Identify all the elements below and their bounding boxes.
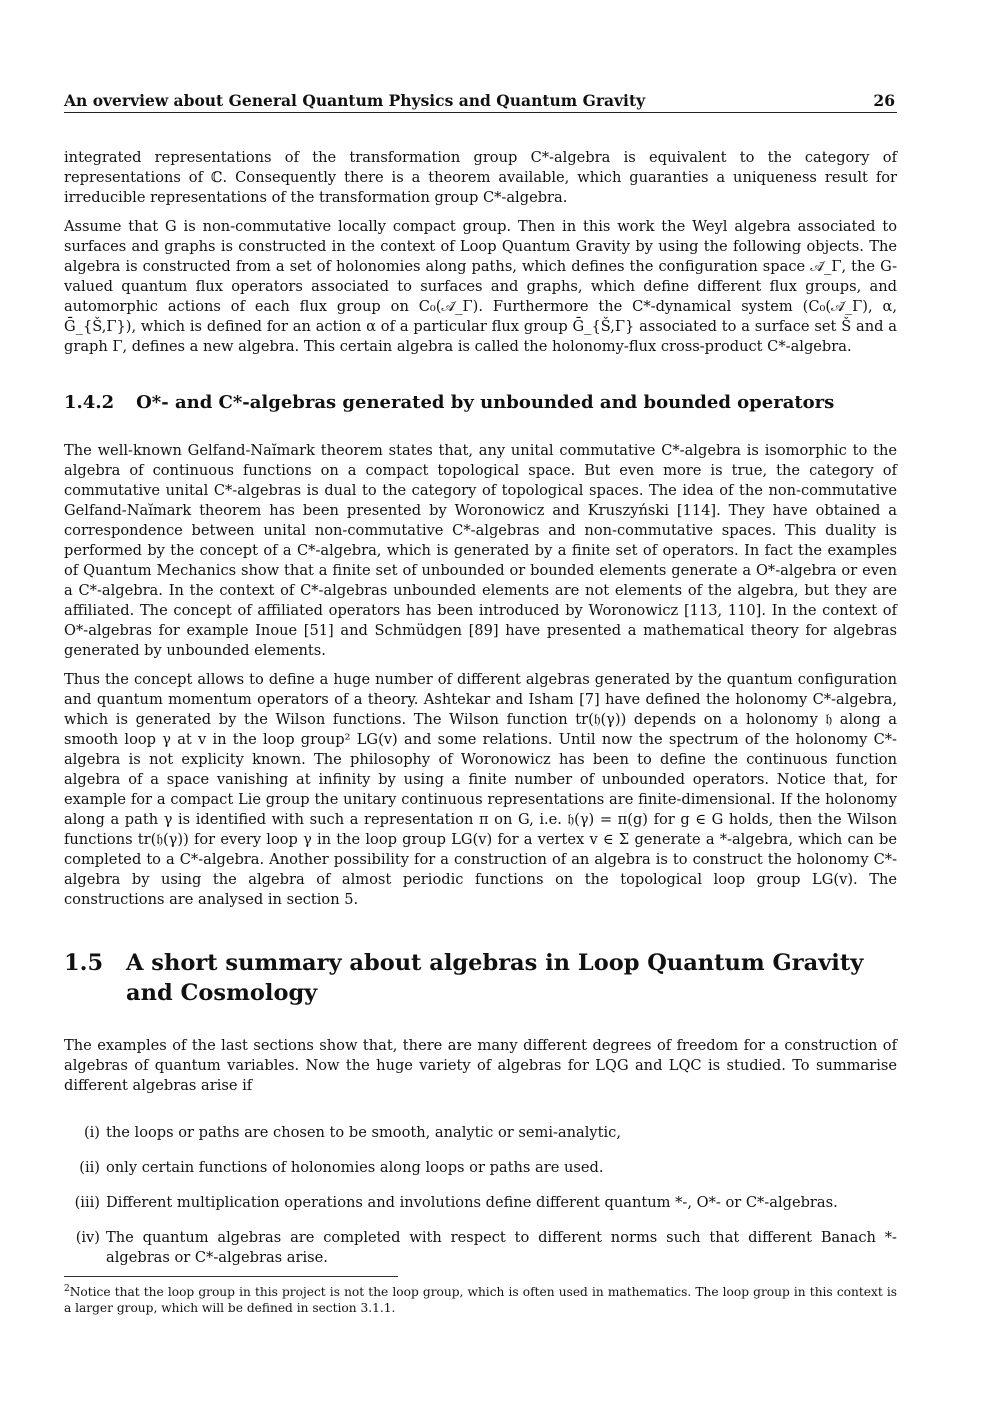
footnote-mark: 2 <box>64 1284 70 1294</box>
footnote-text: Notice that the loop group in this project is not the loop group, which is often used in mathematics. The loop group in this context is a larger group, which will be defined in section 3.1.1. <box>64 1285 897 1316</box>
subsection-number: 1.4.2 <box>64 392 115 413</box>
page-number: 26 <box>873 91 895 110</box>
paragraph: Assume that G is non-commutative locally compact group. Then in this work the Weyl algebra associated to surfaces and graphs is constructed in the context of Loop Quantum Gravity by using the following objects. The algebra is constructed from a set of holonomies along paths, which defines the configuration space 𝒜̄_Γ, the G-valued quantum flux operators associated to surfaces and graphs, which define different flux groups, and automorphic actions of each flux group on C₀(𝒜̄_Γ). Furthermore the C*-dynamical system (C₀(𝒜̄_Γ), α, Ḡ_{Š,Γ}), which is defined for an action α of a particular flux group Ḡ_{Š,Γ} associated to a surface set Š and a graph Γ, defines a new algebra. This certain algebra is called the holonomy-flux cross-product C*-algebra. <box>64 218 897 355</box>
paper-page <box>64 86 897 1316</box>
paragraph: The well-known Gelfand-Naĭmark theorem states that, any unital commutative C*-algebra is isomorphic to the algebra of continuous functions on a compact topological space. But even more is true, the category of commutative unital C*-algebras is dual to the category of topological spaces. The idea of the non-commutative Gelfand-Naĭmark theorem has been presented by Woronowicz and Kruszyński [114]. They have obtained a correspondence between unital non-commutative C*-algebras and non-commutative spaces. This duality is performed by the concept of a C*-algebra, which is generated by a finite set of operators. In fact the examples of Quantum Mechanics show that a finite set of unbounded or bounded elements generate a O*-algebra or even a C*-algebra. In the context of C*-algebras unbounded elements are not elements of the algebra, but they are affiliated. The concept of affiliated operators has been introduced by Woronowicz [113, 110]. In the context of O*-algebras for example Inoue [51] and Schmüdgen [89] have presented a mathematical theory for algebras generated by unbounded elements. <box>64 442 897 659</box>
footnote-rule <box>64 1276 398 1277</box>
running-title: An overview about General Quantum Physics and Quantum Gravity <box>64 91 646 110</box>
paragraph: integrated representations of the transformation group C*-algebra is equivalent to the category of representations of ℂ. Consequently there is a theorem available, which guaranties a uniqueness result for irreducible representations of the transformation group C*-algebra. <box>64 149 897 206</box>
list-item-label: (iv) <box>75 1229 100 1246</box>
list-item <box>64 1228 897 1268</box>
section-heading <box>64 948 897 1008</box>
list-item <box>64 1123 897 1143</box>
list-item-text: The quantum algebras are completed with respect to different norms such that different Banach *-algebras or C*-algebras arise. <box>106 1229 897 1266</box>
list-item <box>64 1193 897 1213</box>
list-item-label: (i) <box>83 1124 100 1141</box>
list-item-label: (iii) <box>74 1194 100 1211</box>
list-item-text: the loops or paths are chosen to be smooth, analytic or semi-analytic, <box>106 1124 621 1141</box>
subsection-title: O*- and C*-algebras generated by unbounded and bounded operators <box>136 392 835 413</box>
paragraph: The examples of the last sections show that, there are many different degrees of freedom for a construction of algebras of quantum variables. Now the huge variety of algebras for LQG and LQC is studied. To summarise different algebras arise if <box>64 1037 897 1094</box>
list-item-text: Different multiplication operations and involutions define different quantum *-, O*- or C*-algebras. <box>106 1194 838 1211</box>
running-header <box>64 86 897 113</box>
subsection-heading <box>64 391 897 415</box>
footnote <box>64 1281 897 1316</box>
paragraph: Thus the concept allows to define a huge number of different algebras generated by the quantum configuration and quantum momentum operators of a theory. Ashtekar and Isham [7] have defined the holonomy C*-algebra, which is generated by the Wilson functions. The Wilson function tr(𝔥(γ)) depends on a holonomy 𝔥 along a smooth loop γ at v in the loop group² LG(v) and some relations. Until now the spectrum of the holonomy C*-algebra is not explicity known. The philosophy of Woronowicz has been to define the continuous function algebra of a space vanishing at infinity by using a finite number of unbounded operators. Notice that, for example for a compact Lie group the unitary continuous representations are finite-dimensional. If the holonomy along a path γ is identified with such a representation π on G, i.e. 𝔥(γ) = π(g) for g ∈ G holds, then the Wilson functions tr(𝔥(γ)) for every loop γ in the loop group LG(v) for a vertex v ∈ Σ generate a *-algebra, which can be completed to a C*-algebra. Another possibility for a construction of an algebra is to construct the holonomy C*-algebra by using the algebra of almost periodic functions on the topological loop group LG(v). The constructions are analysed in section 5. <box>64 671 897 908</box>
list-item <box>64 1158 897 1178</box>
list-item-label: (ii) <box>79 1159 100 1176</box>
list-item-text: only certain functions of holonomies along loops or paths are used. <box>106 1159 604 1176</box>
enumerated-list <box>64 1123 897 1268</box>
section-title: A short summary about algebras in Loop Quantum Gravity and Cosmology <box>126 950 864 1006</box>
section-number: 1.5 <box>64 950 104 976</box>
